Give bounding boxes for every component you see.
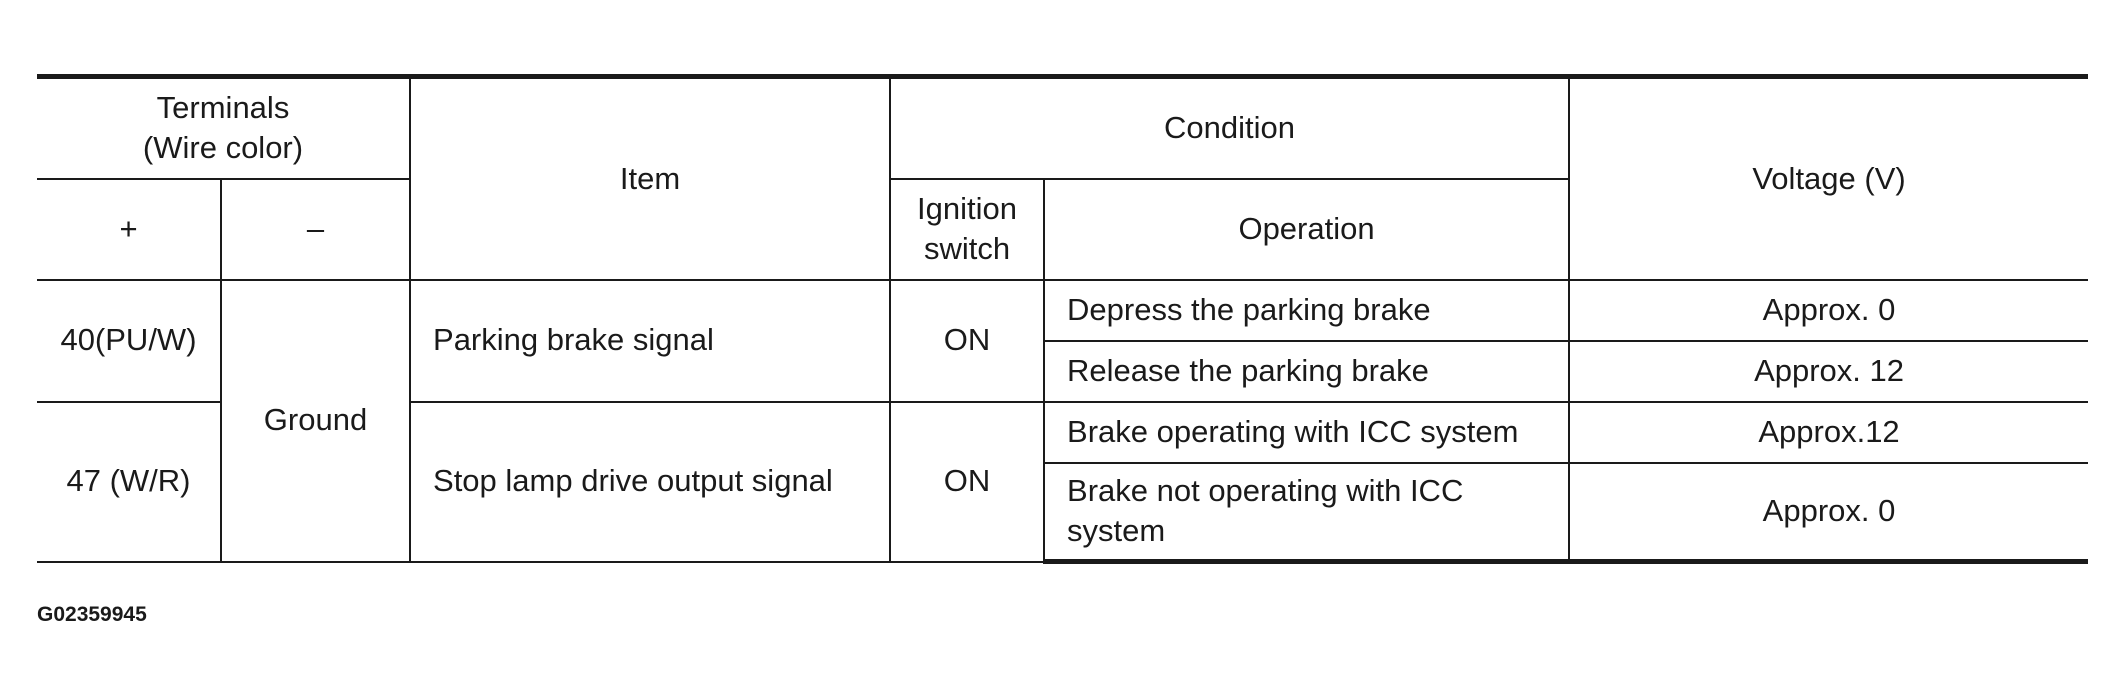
- header-voltage: Voltage (V): [1569, 77, 2088, 280]
- item-cell: Stop lamp drive output signal: [410, 402, 890, 562]
- header-ignition-label: Ignition: [917, 190, 1017, 226]
- voltage-cell: Approx. 0: [1569, 463, 2088, 562]
- table-row: [37, 280, 2088, 341]
- header-plus: +: [37, 179, 221, 280]
- item-cell: Parking brake signal: [410, 280, 890, 402]
- ignition-cell: ON: [890, 402, 1044, 562]
- terminal-plus-cell: 47 (W/R): [37, 402, 221, 562]
- figure-id-caption: G02359945: [37, 603, 147, 626]
- ignition-cell: ON: [890, 280, 1044, 402]
- operation-cell: Brake not operating with ICC system: [1044, 463, 1569, 562]
- voltage-cell: Approx. 0: [1569, 280, 2088, 341]
- terminal-minus-cell: Ground: [221, 280, 410, 562]
- voltage-cell: Approx. 12: [1569, 341, 2088, 402]
- terminal-plus-cell: 40(PU/W): [37, 280, 221, 402]
- header-item: Item: [410, 77, 890, 280]
- header-switch-label: switch: [923, 231, 1011, 266]
- operation-cell: Brake operating with ICC system: [1044, 402, 1569, 463]
- operation-cell: Depress the parking brake: [1044, 280, 1569, 341]
- header-condition: Condition: [890, 77, 1569, 179]
- voltage-cell: Approx.12: [1569, 402, 2088, 463]
- header-terminals-label: Terminals: [156, 89, 290, 125]
- operation-cell: Release the parking brake: [1044, 341, 1569, 402]
- header-ignition-switch: [890, 179, 1044, 280]
- header-operation: Operation: [1044, 179, 1569, 280]
- header-terminals: [37, 77, 410, 179]
- header-minus: –: [221, 179, 410, 280]
- header-wire-color-label: (Wire color): [142, 130, 304, 166]
- terminal-voltage-table: [37, 74, 2088, 564]
